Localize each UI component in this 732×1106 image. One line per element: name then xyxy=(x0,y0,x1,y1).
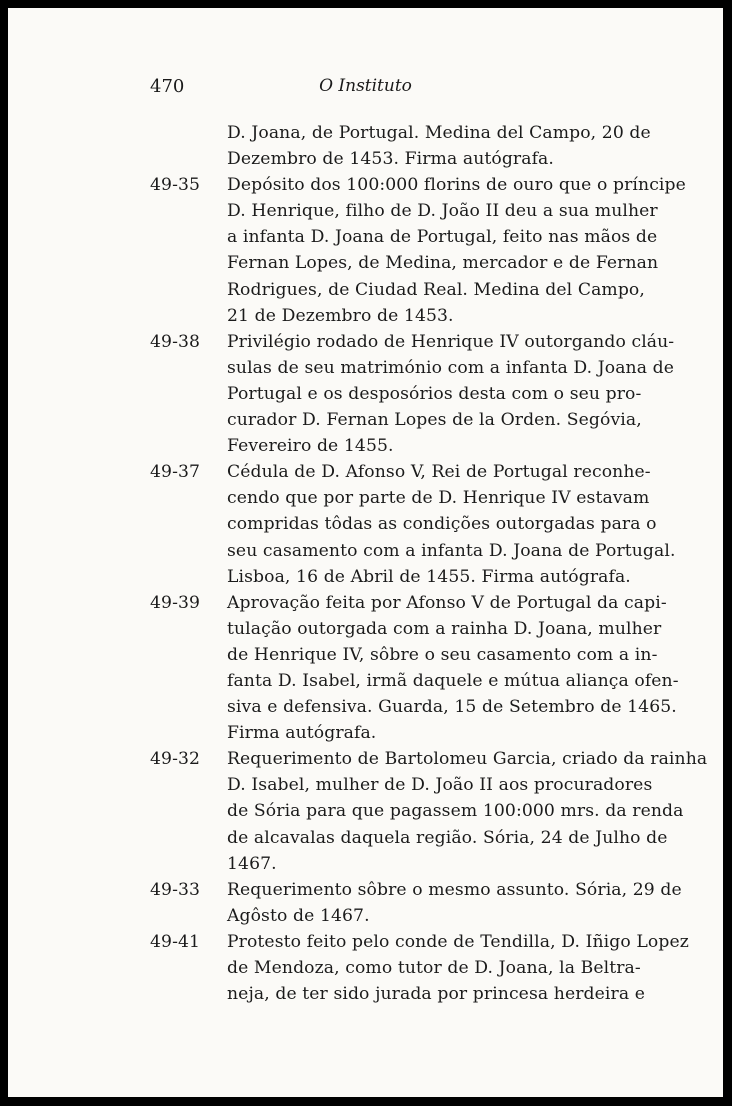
catalogue-entries xyxy=(150,120,708,1007)
page-number: 470 xyxy=(150,76,185,97)
catalogue-entry xyxy=(150,459,676,589)
entry-text-line: Dezembro de 1453. Firma autógrafa. xyxy=(227,149,554,170)
entry-text-line: D. Isabel, mulher de D. João II aos procuradores xyxy=(227,775,653,796)
entry-text-line: 21 de Dezembro de 1453. xyxy=(227,305,454,326)
catalogue-entry xyxy=(150,877,682,929)
entry-text-line: Lisboa, 16 de Abril de 1455. Firma autógrafa. xyxy=(227,566,631,587)
entry-text-line: de Henrique IV, sôbre o seu casamento com a in- xyxy=(227,644,658,665)
entry-text-line: Fevereiro de 1455. xyxy=(227,436,394,457)
entry-text-line: D. Joana, de Portugal. Medina del Campo, 20 de xyxy=(227,123,651,143)
entry-text-line: seu casamento com a infanta D. Joana de Portugal. xyxy=(227,540,676,561)
entry-code: 49-41 xyxy=(150,931,201,952)
catalogue-entry xyxy=(150,929,689,1007)
entry-text-line: Rodrigues, de Ciudad Real. Medina del Campo, xyxy=(227,279,645,300)
page-header xyxy=(8,76,723,102)
entry-text-line: 1467. xyxy=(227,853,277,874)
catalogue-entry xyxy=(150,120,651,172)
book-page xyxy=(8,8,723,1097)
entry-code: 49-32 xyxy=(150,749,201,770)
entry-code: 49-39 xyxy=(150,592,201,613)
entry-text-line: Depósito dos 100:000 florins de ouro que o príncipe xyxy=(227,175,686,196)
entry-text-line: neja, de ter sido jurada por princesa herdeira e xyxy=(227,984,646,1005)
entry-text-line: Fernan Lopes, de Medina, mercador e de Fernan xyxy=(227,253,659,274)
entry-text-line: Aprovação feita por Afonso V de Portugal da capi- xyxy=(227,592,667,613)
entry-text-line: Firma autógrafa. xyxy=(227,723,377,744)
catalogue-entry xyxy=(150,329,675,459)
entry-text-line: siva e defensiva. Guarda, 15 de Setembro de 1465. xyxy=(227,697,677,718)
entry-text-line: Protesto feito pelo conde de Tendilla, D. Iñigo Lopez xyxy=(227,931,689,952)
entry-text-line: de alcavalas daquela região. Sória, 24 de Julho de xyxy=(227,827,668,848)
entry-text-line: fanta D. Isabel, irmã daquele e mútua aliança ofen- xyxy=(227,670,679,691)
entry-text-line: Requerimento sôbre o mesmo assunto. Sória, 29 de xyxy=(227,879,682,900)
catalogue-entry xyxy=(150,590,679,747)
entry-text-line: a infanta D. Joana de Portugal, feito nas mãos de xyxy=(227,227,658,248)
entry-text-line: tulação outorgada com a rainha D. Joana, mulher xyxy=(227,618,662,639)
entry-text-line: Privilégio rodado de Henrique IV outorgando cláu- xyxy=(227,331,675,352)
entry-text-line: Agôsto de 1467. xyxy=(227,905,370,926)
entry-text-line: cendo que por parte de D. Henrique IV estavam xyxy=(227,488,650,509)
entry-text-line: Requerimento de Bartolomeu Garcia, criado da rainha xyxy=(227,749,708,770)
entry-text-line: de Mendoza, como tutor de D. Joana, la Beltra- xyxy=(227,958,641,978)
entry-code: 49-33 xyxy=(150,879,201,900)
entry-text-line: curador D. Fernan Lopes de la Orden. Segóvia, xyxy=(227,410,642,431)
running-title: O Instituto xyxy=(319,76,412,96)
entry-code: 49-37 xyxy=(150,462,201,483)
catalogue-entry xyxy=(150,746,708,876)
entry-text-line: D. Henrique, filho de D. João II deu a sua mulher xyxy=(227,201,658,222)
catalogue-entry xyxy=(150,172,686,329)
entry-text-line: Portugal e os desposórios desta com o seu pro- xyxy=(227,383,642,404)
entry-text-line: compridas tôdas as condições outorgadas para o xyxy=(227,514,657,535)
entry-code: 49-35 xyxy=(150,175,201,196)
entry-text-line: de Sória para que pagassem 100:000 mrs. da renda xyxy=(227,801,684,822)
entry-code: 49-38 xyxy=(150,331,201,352)
entry-text-line: sulas de seu matrimónio com a infanta D. Joana de xyxy=(227,357,675,378)
entry-text-line: Cédula de D. Afonso V, Rei de Portugal reconhe- xyxy=(227,462,651,483)
